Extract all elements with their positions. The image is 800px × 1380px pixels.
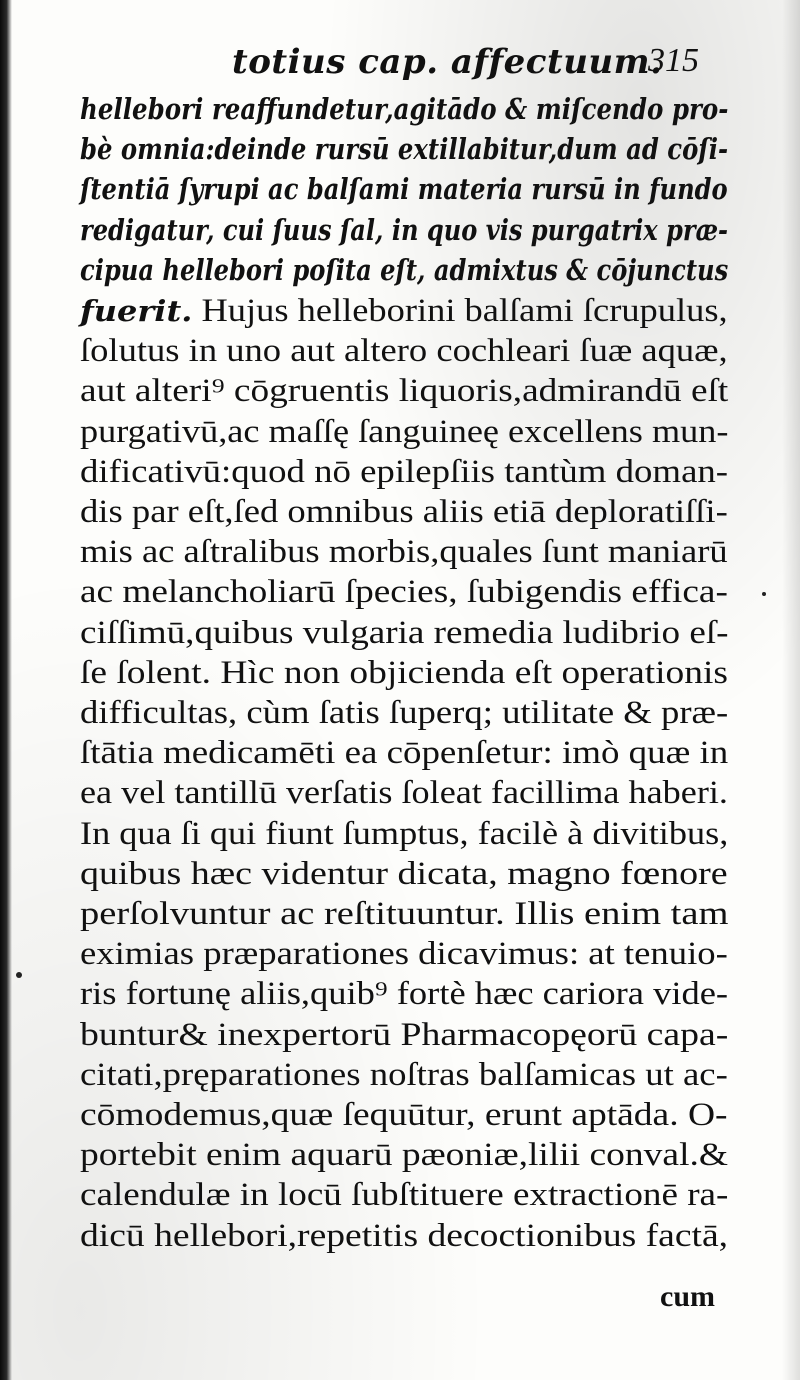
binding-edge — [0, 0, 12, 1380]
text-line: ac melancholiarū ſpecies, ſubigendis effica- — [80, 574, 728, 611]
text-line: ſe ſolent. Hìc non objicienda eſt operationis — [80, 654, 728, 691]
text-line: portebit enim aquarū pæoniæ,lilii conval.& — [80, 1137, 729, 1174]
text-line: dificativū:quod nō epilepſiis tantùm doman- — [80, 453, 729, 490]
text-line: ſolutus in uno aut altero cochleari ſuæ aquæ, — [80, 333, 728, 370]
text-line: mis ac aſtralibus morbis,quales ſunt maniarū — [80, 534, 728, 571]
text-line: hellebori reaffundetur,agitādo & miſcendo pro- — [80, 92, 729, 126]
text-line: quibus hæc videntur dicata, magno fœnore — [80, 855, 728, 892]
text-line: buntur& inexpertorū Pharmacopęorū capa- — [80, 1016, 729, 1053]
text-line: cōmodemus,quæ ſequūtur, erunt aptāda. O- — [80, 1097, 728, 1133]
text-line: redigatur, cui ſuus ſal, in quo vis purgatrix præ- — [80, 212, 729, 247]
text-line: dicū hellebori,repetitis decoctionibus factā, — [80, 1217, 729, 1254]
text-line: ciſſimū,quibus vulgaria remedia ludibrio eſ- — [80, 614, 729, 651]
page-shadow — [782, 0, 800, 1380]
text-line: calendulæ in locū ſubſtituere extractionē ra- — [80, 1177, 729, 1214]
text-line: cipua hellebori poſita eſt, admixtus & cōjunctus — [80, 252, 729, 287]
text-line: ea vel tantillū verſatis ſoleat facillima haberi. — [80, 775, 728, 812]
text-line: perſolvuntur ac reſtituuntur. Illis enim tam — [80, 896, 729, 932]
text-line: ris fortunę aliis,quib⁹ fortè hæc cariora vide- — [80, 976, 729, 1013]
page-header — [0, 42, 800, 92]
text-line — [80, 293, 728, 333]
running-head: totius cap. affectuum. — [232, 42, 663, 82]
ink-speck — [762, 592, 766, 596]
text-line: purgativū,ac maſſę ſanguineę excellens mun- — [80, 413, 729, 450]
text-line: aut alteri⁹ cōgruentis liquoris,admirandū eſt — [80, 373, 729, 410]
text-line: ſtātia medicamēti ea cōpenſetur: imò quæ in — [80, 735, 729, 772]
page-number: 315 — [648, 42, 699, 79]
italic-segment: fuerit. — [80, 294, 193, 328]
text-line: In qua ſi qui fiunt ſumptus, facilè à divitibus, — [80, 815, 729, 852]
text-line: citati,pręparationes noſtras balſamicas ut ac- — [80, 1056, 728, 1093]
roman-segment: Hujus helleborini balſami ſcrupulus, — [192, 293, 728, 329]
text-line: dis par eſt,ſed omnibus aliis etiā deploratiſſi- — [80, 494, 728, 530]
ink-speck — [16, 972, 22, 978]
text-line: ſtentiā ſyrupi ac balſami materia rursū in fundo — [80, 172, 728, 207]
text-line: bè omnia:deinde rursū extillabitur,dum ad cōſi- — [80, 132, 729, 167]
text-line: eximias præparationes dicavimus: at tenuio- — [80, 936, 728, 973]
text-line: difficultas, cùm ſatis ſuperq; utilitate & præ- — [80, 695, 729, 731]
catchword: cum — [660, 1280, 715, 1313]
